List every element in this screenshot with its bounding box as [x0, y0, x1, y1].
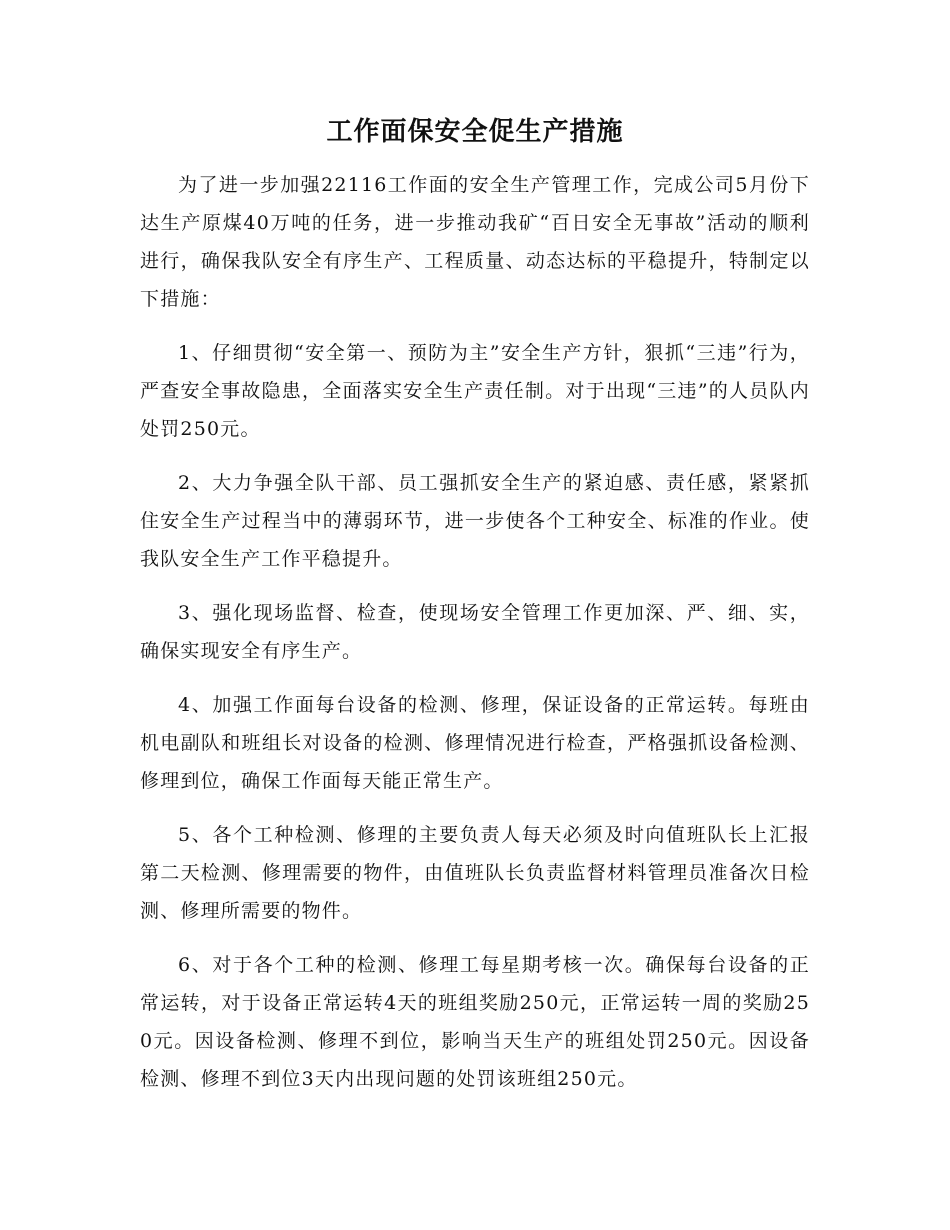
- measure-5-paragraph: 5、各个工种检测、修理的主要负责人每天必须及时向值班队长上汇报第二天检测、修理需要的物件，由值班队长负责监督材料管理员准备次日检测、修理所需要的物件。: [140, 824, 810, 922]
- measure-4-paragraph: 4、加强工作面每台设备的检测、修理，保证设备的正常运转。每班由机电副队和班组长对设备的检测、修理情况进行检查，严格强抓设备检测、修理到位，确保工作面每天能正常生产。: [140, 694, 810, 792]
- document-title: 工作面保安全促生产措施: [326, 117, 624, 147]
- intro-paragraph: 为了进一步加强22116工作面的安全生产管理工作，完成公司5月份下达生产原煤40万吨的任务，进一步推动我矿“百日安全无事故”活动的顺利进行，确保我队安全有序生产、工程质量、动态达标的平稳提升，特制定以下措施：: [140, 174, 810, 310]
- measure-6-paragraph: 6、对于各个工种的检测、修理工每星期考核一次。确保每台设备的正常运转，对于设备正常运转4天的班组奖励250元，正常运转一周的奖励250元。因设备检测、修理不到位，影响当天生产的班组处罚250元。因设备检测、修理不到位3天内出现问题的处罚该班组250元。: [140, 954, 810, 1090]
- measure-2-paragraph: 2、大力争强全队干部、员工强抓安全生产的紧迫感、责任感，紧紧抓住安全生产过程当中的薄弱环节，进一步使各个工种安全、标准的作业。使我队安全生产工作平稳提升。: [140, 472, 810, 570]
- measure-1-paragraph: 1、仔细贯彻“安全第一、预防为主”安全生产方针，狠抓“三违”行为，严查安全事故隐患，全面落实安全生产责任制。对于出现“三违”的人员队内处罚250元。: [140, 342, 810, 440]
- measure-3-paragraph: 3、强化现场监督、检查，使现场安全管理工作更加深、严、细、实，确保实现安全有序生产。: [140, 602, 810, 662]
